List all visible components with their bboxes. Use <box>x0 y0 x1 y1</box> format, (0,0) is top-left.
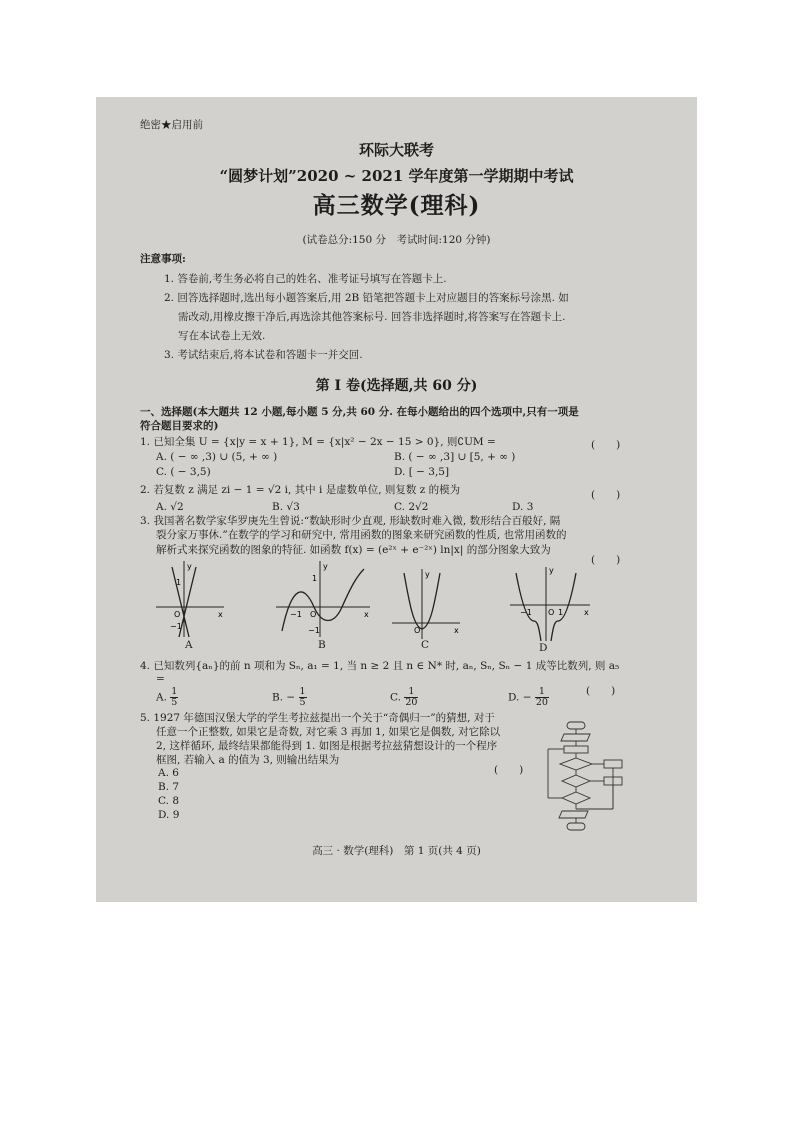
secret-label: 绝密★启用前 <box>140 119 203 131</box>
q5-option-b: B. 7 <box>158 781 180 793</box>
tick-label: 1 <box>312 574 318 583</box>
answer-paren: ( ) <box>494 764 524 776</box>
q3-graph-c-label: C <box>421 639 430 651</box>
axis-y-label: y <box>549 566 554 575</box>
q2-option-a: A. √2 <box>156 501 184 513</box>
tick-label: −1 <box>520 608 532 617</box>
page-title: 高三数学(理科) <box>312 192 481 219</box>
origin-label: O <box>548 608 555 617</box>
q4-eq: = <box>156 673 165 685</box>
q3-graph-a-label: A <box>185 639 193 651</box>
exam-org: 环际大联考 <box>358 141 434 159</box>
q4-option-b: B. − $\frac{1}{5}$ <box>272 686 306 708</box>
note-line: 2. 回答选择题时,选出每小题答案后,用 2B 铅笔把答题卡上对应题目的答案标号涂黑. 如 <box>164 292 569 304</box>
q1-option-b: B. ( − ∞ ,3] ∪ [5, + ∞ ) <box>394 451 516 463</box>
q1-option-c: C. ( − 3,5) <box>156 466 211 478</box>
answer-paren: ( ) <box>586 685 616 697</box>
tick-label: −1 <box>170 622 182 631</box>
answer-paren: ( ) <box>591 489 621 501</box>
q5-stem-line: 框图, 若输入 a 的值为 3, 则输出结果为 <box>156 754 340 766</box>
note-line: 1. 答卷前,考生务必将自己的姓名、准考证号填写在答题卡上. <box>164 273 447 285</box>
origin-label: O <box>174 610 181 619</box>
section-intro: 符合题目要求的) <box>140 420 219 432</box>
tick-label: 1 <box>176 578 182 587</box>
note-line: 需改动,用橡皮擦干净后,再选涂其他答案标号. 回答非选择题时,将答案写在答题卡上. <box>178 311 566 323</box>
axis-y-label: y <box>323 562 328 571</box>
axis-y-label: y <box>425 570 430 579</box>
q4-stem: 4. 已知数列{aₙ}的前 n 项和为 Sₙ, a₁ = 1, 当 n ≥ 2 且 n ∈ N* 时, aₙ, Sₙ, Sₙ − 1 成等比数列, 则 a₅ <box>140 660 620 672</box>
axis-x-label: x <box>218 610 223 619</box>
page-footer: 高三 · 数学(理科) 第 1 页(共 4 页) <box>312 845 481 857</box>
exam-name: “圆梦计划”2020 ~ 2021 学年度第一学期期中考试 <box>219 167 574 185</box>
note-line: 写在本试卷上无效. <box>178 330 266 342</box>
section-title: 第 Ⅰ 卷(选择题,共 60 分) <box>315 378 478 394</box>
q5-option-a: A. 6 <box>158 767 179 779</box>
q3-stem-line: 解析式来探究函数的图象的特征. 如函数 f(x) = (e²ˣ + e⁻²ˣ) ln|x| 的部分图象大致为 <box>156 544 551 556</box>
q3-stem-line: 裂分家万事休.”在数学的学习和研究中, 常用函数的图象来研究函数的性质, 也常用函数的 <box>156 529 567 541</box>
q5-stem-line: 2, 这样循环, 最终结果都能得到 1. 如图是根据考拉兹猜想设计的一个程序 <box>156 740 498 752</box>
q5-option-d: D. 9 <box>158 809 180 821</box>
q3-graph-a <box>154 559 226 644</box>
q2-option-d: D. 3 <box>512 501 534 513</box>
q2-option-c: C. 2√2 <box>394 501 429 513</box>
exam-meta: (试卷总分:150 分 考试时间:120 分钟) <box>302 234 491 246</box>
tick-label: 1 <box>558 608 564 617</box>
axis-x-label: x <box>454 626 459 635</box>
tick-label: −1 <box>290 610 302 619</box>
q3-graph-b <box>272 559 372 644</box>
q5-option-c: C. 8 <box>158 795 180 807</box>
q1-stem: 1. 已知全集 U = {x|y = x + 1}, M = {x|x² − 2x − 15 > 0}, 则∁UM = <box>140 436 496 448</box>
q5-flowchart <box>544 719 626 835</box>
axis-y-label: y <box>187 562 192 571</box>
axis-x-label: x <box>584 608 589 617</box>
q2-option-b: B. √3 <box>272 501 300 513</box>
note-line: 3. 考试结束后,将本试卷和答题卡一并交回. <box>164 349 363 361</box>
answer-paren: ( ) <box>591 439 621 451</box>
origin-label: O <box>414 626 421 635</box>
q2-stem: 2. 若复数 z 满足 zi − 1 = √2 i, 其中 i 是虚数单位, 则复数 z 的模为 <box>140 484 461 496</box>
q3-graph-d <box>506 565 592 645</box>
q1-option-a: A. ( − ∞ ,3) ∪ (5, + ∞ ) <box>156 451 278 463</box>
axis-x-label: x <box>364 610 369 619</box>
q4-option-d: D. − $\frac{1}{20}$ <box>508 686 548 708</box>
q3-stem-line: 3. 我国著名数学家华罗庚先生曾说:“数缺形时少直观, 形缺数时难入微, 数形结合百般好, 隔 <box>140 515 561 527</box>
section-intro: 一、选择题(本大题共 12 小题,每小题 5 分,共 60 分. 在每小题给出的四个选项中,只有一项是 <box>140 406 579 418</box>
q5-stem-line: 5. 1927 年德国汉堡大学的学生考拉兹提出一个关于“奇偶归一”的猜想, 对于 <box>140 712 495 724</box>
q5-stem-line: 任意一个正整数, 如果它是奇数, 对它乘 3 再加 1, 如果它是偶数, 对它除以 <box>156 726 501 738</box>
tick-label: −1 <box>308 626 320 635</box>
q3-graph-d-label: D <box>539 642 548 654</box>
q1-option-d: D. [ − 3,5] <box>394 466 450 478</box>
answer-paren: ( ) <box>591 554 621 566</box>
exam-sheet <box>96 97 697 902</box>
q4-option-a: A. $\frac{1}{5}$ <box>156 686 178 708</box>
q3-graph-c <box>390 567 462 642</box>
notes-heading: 注意事项: <box>140 253 186 265</box>
q4-option-c: C. $\frac{1}{20}$ <box>390 686 418 708</box>
origin-label: O <box>310 610 317 619</box>
q3-graph-b-label: B <box>318 639 326 651</box>
